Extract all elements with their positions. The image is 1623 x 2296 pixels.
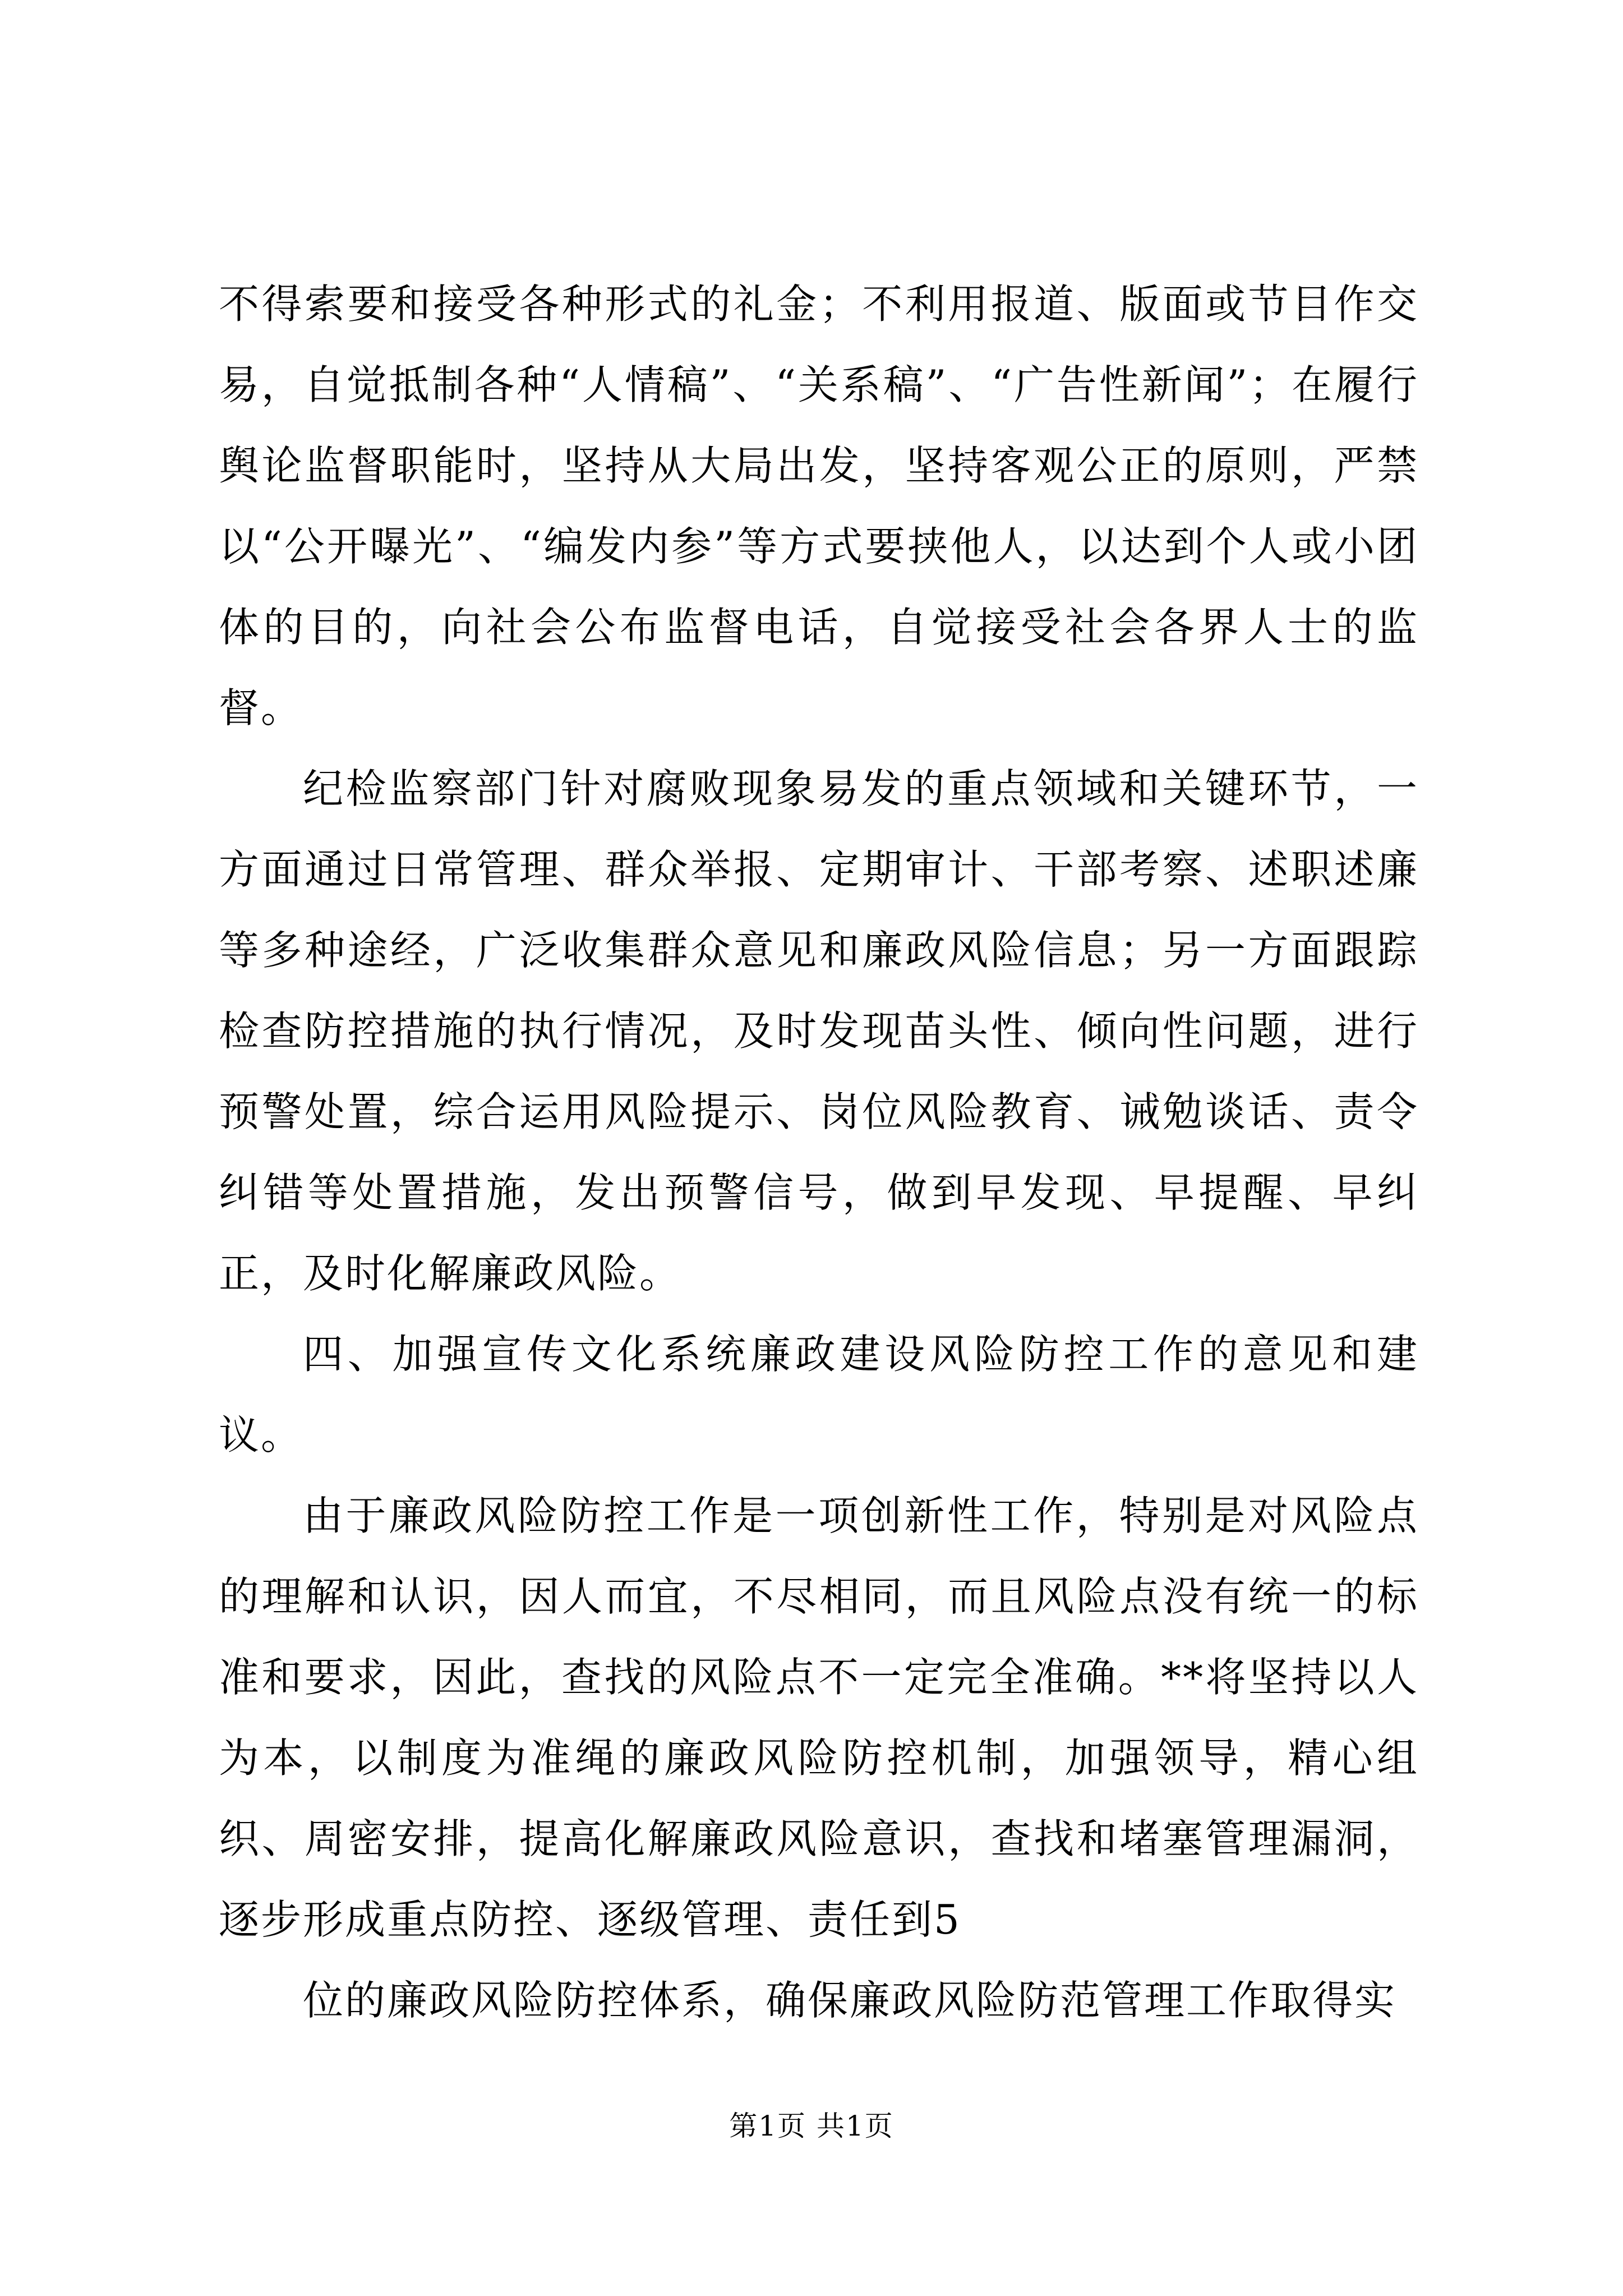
page-number-label: 第1页 共1页 (729, 2110, 894, 2142)
paragraph-3-heading: 四、加强宣传文化系统廉政建设风险防控工作的意见和建议。 (219, 1331, 1419, 1458)
page-footer (0, 2109, 1623, 2143)
paragraph-4: 由于廉政风险防控工作是一项创新性工作，特别是对风险点的理解和认识，因人而宜，不尽相同，而且风险点没有统一的标准和要求，因此，查找的风险点不一定完全准确。**将坚持以人为本，以制度为准绳的廉政风险防控机制，加强领导，精心组织、周密安排，提高化解廉政风险意识，查找和堵塞管理漏洞，逐步形成重点防控、逐级管理、责任到5 (219, 1492, 1419, 1943)
document-body (219, 264, 1419, 2041)
paragraph-2: 纪检监察部门针对腐败现象易发的重点领域和关键环节，一方面通过日常管理、群众举报、定期审计、干部考察、述职述廉等多种途经，广泛收集群众意见和廉政风险信息；另一方面跟踪检查防控措施的执行情况，及时发现苗头性、倾向性问题，进行预警处置，综合运用风险提示、岗位风险教育、诫勉谈话、责令纠错等处置措施，发出预警信号，做到早发现、早提醒、早纠正，及时化解廉政风险。 (219, 765, 1419, 1297)
paragraph-1: 不得索要和接受各种形式的礼金；不利用报道、版面或节目作交易，自觉抵制各种“人情稿”、“关系稿”、“广告性新闻”；在履行舆论监督职能时，坚持从大局出发，坚持客观公正的原则，严禁以“公开曝光”、“编发内参”等方式要挟他人，以达到个人或小团体的目的，向社会公布监督电话，自觉接受社会各界人士的监督。 (219, 280, 1419, 731)
paragraph-5: 位的廉政风险防控体系，确保廉政风险防范管理工作取得实 (303, 1977, 1397, 2024)
